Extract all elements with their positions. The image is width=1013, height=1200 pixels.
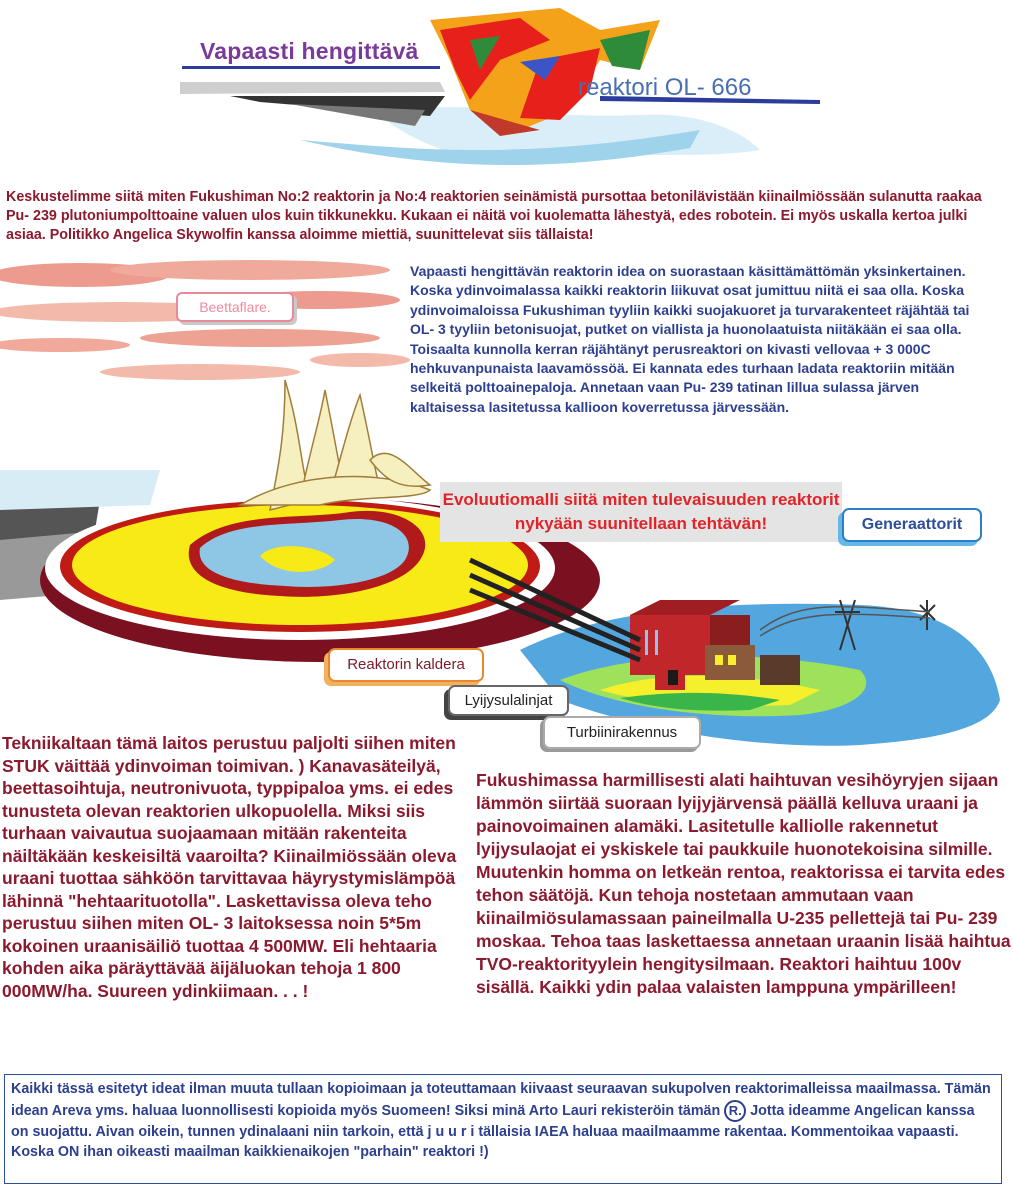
label-beettaflare: Beettaflare. [176,292,294,322]
footer-text-part1: Kaikki tässä esitetyt ideat ilman muuta tullaan kopioimaan ja toteuttamaan kiivaast seuraavan sukupolven reaktorimalleissa maailmassa. Tämän idean Areva yms. haluaa luonnollisesti kopioida myös Suomeen! Siksi minä Arto Lauri rekisteröin tämän [11,1081,991,1119]
registered-mark: R. [724,1100,746,1122]
footer-box [4,1074,1002,1184]
flare-plumes [240,380,430,510]
left-column-text: Tekniikaltaan tämä laitos perustuu paljolti siihen miten STUK väittää ydinvoiman toimivan. ) Kanavasäteilyä, beettasoihtuja, neutronivuota, typpipaloa yms. ei edes tunusteta olevan reaktorien ulkopuolella. Miksi siis turhaan vaivautua suojaamaan mitään rakenteita näiltäkään keskeisiltä vaaroilta? Kiinailmiössään oleva uraani tuottaa sähköön tarvittavaa häyrystymislämpöä lähinnä "hehtaarituotolla". Laskettavissa oleva teho perustuu siihen miten OL- 3 laitoksessa noin 5*5m kokoinen uraanisäiliö tuottaa 4 500MW. Eli hehtaaria kohden aika päräyttävää äijäluokan tehoja 1 800 000MW/ha. Suureen ydinkiimaan. . . ! [2,733,457,1001]
footer-text-part2: Jotta ideamme Angelican kanssa on suojattu. Aivan oikein, tunnen ydinalaani niin tarkoin, että j u u r i tällaisia IAEA haluaa maailmaamme rakentaa. Kommentoikaa vapaasti. Koska ON ihan oikeasti maailman kaikkienaikojen "parhain" reaktori !) [11,1102,975,1160]
label-generaattorit: Generaattorit [842,508,982,542]
intro-paragraph: Keskustelimme siitä miten Fukushiman No:2 reaktorin ja No:4 reaktorien seinämistä pursottaa betonilävistään kiinailmiössään sulanutta raakaa Pu- 239 plutoniumpolttoaine valuen ulos kuin tikkunekku. Kukaan ei näitä voi kuolematta lähestyä, edes robotein. Ei myös uskalla kertoa julki asiaa. Politikko Angelica Skywolfin kanssa aloimme miettiä, suunittelevat siis tällaista! [6,189,982,243]
label-turbiinirakennus: Turbiinirakennus [543,716,701,749]
title-line-1: Vapaasti hengittävä [200,38,419,64]
title-line-2: reaktori OL- 666 [578,74,752,101]
evolution-callout: Evoluutiomalli siitä miten tulevaisuuden reaktorit nykyään suunitellaan tehtävän! [440,482,842,542]
label-lyijysulalinjat: Lyijysulalinjat [448,685,569,716]
right-column-text: Fukushimassa harmillisesti alati haihtuvan vesihöyryjen sijaan lämmön siirtää suoraan lyijyjärvensä päällä kelluva uraani ja painovoimainen alamäki. Lasitetulle kalliolle rakennetut lyijysulaojat ei yskiskele tai paukkuile huonotekoisina silmille. Muutenkin homma on letkeän rentoa, reaktorissa ei tarvita edes tehon säätöjä. Kun tehoja nostetaan ammutaan vaan kiinailmiösulamassaan paineilmalla U-235 pellettejä tai Pu- 239 moskaa. Tehoa taas laskettaessa annetaan uraanin lisää haihtua TVO-reaktorityylein hengitysilmaan. Reaktori haihtuu 100v sisällä. Kaikki ydin palaa valaisten lamppuna ympärilleen! [476,770,1011,997]
label-reaktorin-kaldera: Reaktorin kaldera [328,648,484,682]
description-paragraph: Vapaasti hengittävän reaktorin idea on suorastaan käsittämättömän yksinkertainen. Koska ydinvoimalassa kaikki reaktorin liikuvat osat jumittuu niitä ei saa olla. Koska ydinvoimaloissa Fukushiman tyyliin kaikki suojakuoret ja turvarakenteet räjähtää tai OL- 3 tyyliin betonisuojat, putket on viallista ja huonolaatuista niitäkään ei saa olla. Toisaalta kunnolla kerran räjähtänyt perusreaktori on kivasti vellovaa + 3 000C hehkuvanpunaista laavamössöä. Ei kannata edes turhaan ladata reaktoriin mitään selkeitä polttoainepaloja. Annetaan vaan Pu- 239 tatinan lillua sulassa järven kaltaisessa lasitetussa kallioon koverretussa järvessään. [410,263,970,415]
